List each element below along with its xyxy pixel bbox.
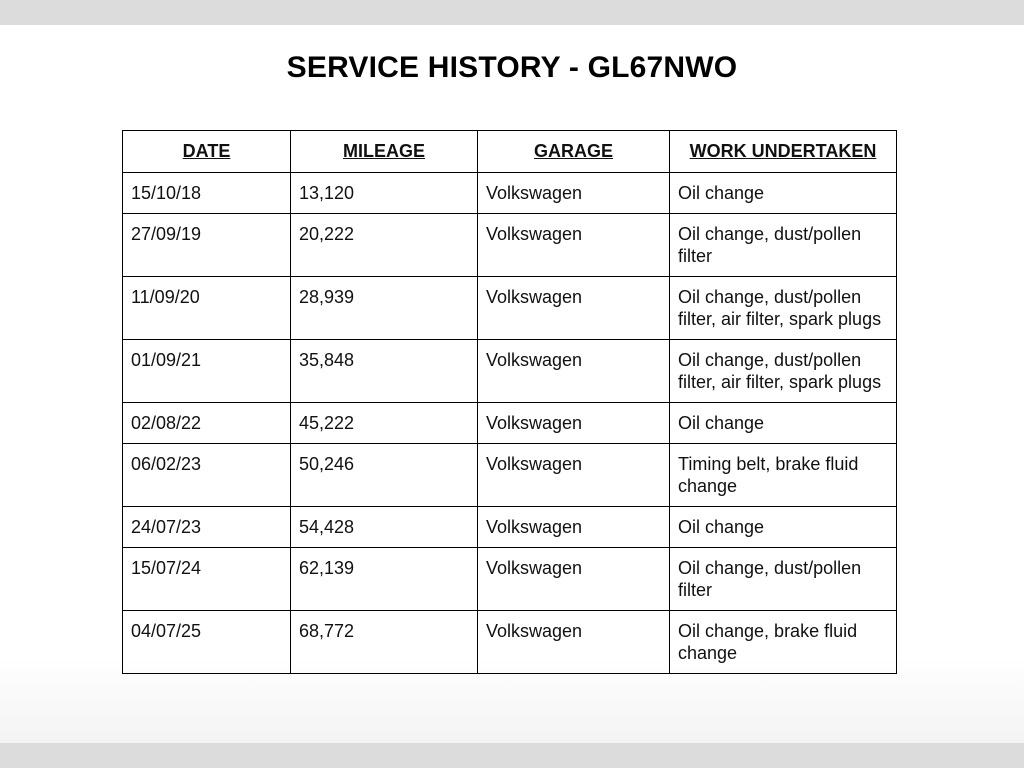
table-row bbox=[123, 340, 897, 403]
cell-date: 01/09/21 bbox=[123, 340, 291, 403]
table-row bbox=[123, 444, 897, 507]
table-row bbox=[123, 548, 897, 611]
cell-mileage: 13,120 bbox=[291, 173, 478, 214]
cell-date: 11/09/20 bbox=[123, 277, 291, 340]
table-row bbox=[123, 611, 897, 674]
cell-mileage: 54,428 bbox=[291, 507, 478, 548]
cell-work-undertaken: Oil change, dust/pollen filter bbox=[670, 214, 897, 277]
cell-garage: Volkswagen bbox=[478, 340, 670, 403]
cell-garage: Volkswagen bbox=[478, 173, 670, 214]
cell-mileage: 68,772 bbox=[291, 611, 478, 674]
cell-work-undertaken: Oil change, dust/pollen filter, air filter, spark plugs bbox=[670, 277, 897, 340]
column-header-work-undertaken: WORK UNDERTAKEN bbox=[670, 131, 897, 173]
cell-work-undertaken: Oil change bbox=[670, 403, 897, 444]
cell-work-undertaken: Oil change, dust/pollen filter, air filter, spark plugs bbox=[670, 340, 897, 403]
table-row bbox=[123, 173, 897, 214]
cell-date: 15/10/18 bbox=[123, 173, 291, 214]
cell-garage: Volkswagen bbox=[478, 611, 670, 674]
cell-garage: Volkswagen bbox=[478, 444, 670, 507]
table-row bbox=[123, 507, 897, 548]
cell-date: 15/07/24 bbox=[123, 548, 291, 611]
cell-date: 02/08/22 bbox=[123, 403, 291, 444]
cell-mileage: 28,939 bbox=[291, 277, 478, 340]
viewer-top-band bbox=[0, 0, 1024, 25]
cell-work-undertaken: Oil change, brake fluid change bbox=[670, 611, 897, 674]
cell-garage: Volkswagen bbox=[478, 403, 670, 444]
cell-mileage: 35,848 bbox=[291, 340, 478, 403]
cell-work-undertaken: Oil change bbox=[670, 173, 897, 214]
table-row bbox=[123, 403, 897, 444]
table-row bbox=[123, 214, 897, 277]
service-history-table bbox=[122, 130, 897, 674]
cell-date: 24/07/23 bbox=[123, 507, 291, 548]
column-header-date: DATE bbox=[123, 131, 291, 173]
column-header-mileage: MILEAGE bbox=[291, 131, 478, 173]
table-header-row bbox=[123, 131, 897, 173]
document-slide bbox=[0, 25, 1024, 743]
cell-date: 04/07/25 bbox=[123, 611, 291, 674]
cell-mileage: 62,139 bbox=[291, 548, 478, 611]
cell-garage: Volkswagen bbox=[478, 277, 670, 340]
cell-work-undertaken: Oil change, dust/pollen filter bbox=[670, 548, 897, 611]
cell-date: 06/02/23 bbox=[123, 444, 291, 507]
cell-mileage: 50,246 bbox=[291, 444, 478, 507]
viewer-bottom-band bbox=[0, 743, 1024, 768]
cell-mileage: 20,222 bbox=[291, 214, 478, 277]
table-row bbox=[123, 277, 897, 340]
cell-garage: Volkswagen bbox=[478, 507, 670, 548]
page-title: SERVICE HISTORY - GL67NWO bbox=[286, 51, 738, 84]
cell-mileage: 45,222 bbox=[291, 403, 478, 444]
cell-garage: Volkswagen bbox=[478, 548, 670, 611]
cell-date: 27/09/19 bbox=[123, 214, 291, 277]
cell-garage: Volkswagen bbox=[478, 214, 670, 277]
column-header-garage: GARAGE bbox=[478, 131, 670, 173]
cell-work-undertaken: Oil change bbox=[670, 507, 897, 548]
cell-work-undertaken: Timing belt, brake fluid change bbox=[670, 444, 897, 507]
